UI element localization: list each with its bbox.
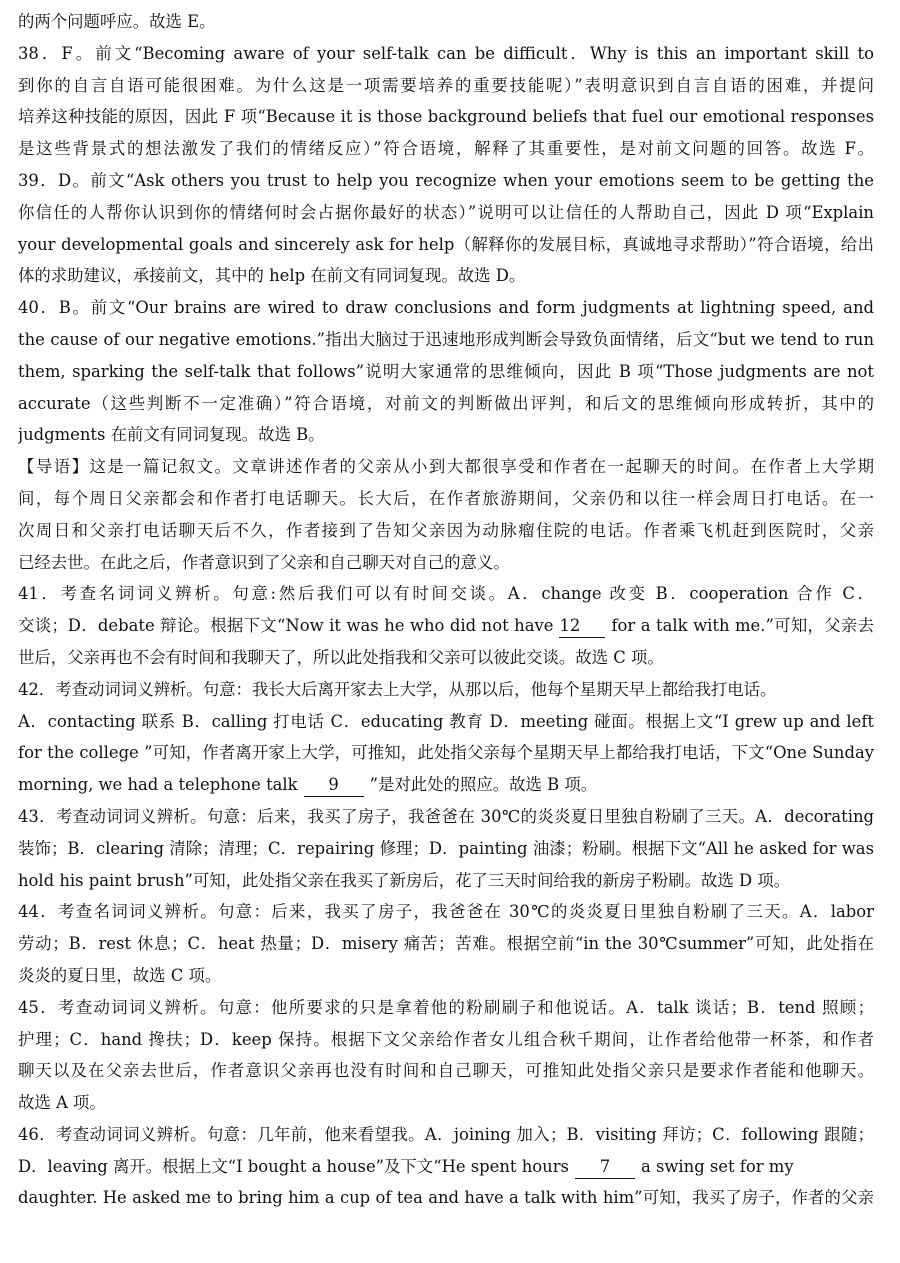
text-segment: 交谈；D．debate 辩论。根据下文“Now it was he who did not have bbox=[18, 616, 554, 636]
text-line: 44．考查名词词义辨析。句意：后来，我买了房子，我爸爸在 30℃的炎炎夏日里独自粉刷了三天。A．labor bbox=[18, 902, 874, 922]
text-line: your developmental goals and sincerely ask for help（解释你的发展目标，真诚地寻求帮助）”符合语境，给出 bbox=[18, 234, 874, 254]
text-line: 故选 A 项。 bbox=[18, 1093, 106, 1113]
text-line: A．contacting 联系 B．calling 打电话 C．educating 教育 D．meeting 碰面。根据上文“I grew up and left bbox=[18, 711, 874, 731]
text-line: them, sparking the self-talk that follows”说明大家通常的思维倾向，因此 B 项“Those judgments are not bbox=[18, 361, 874, 381]
blank-number: 7 bbox=[575, 1156, 635, 1179]
text-line: for the college ”可知，作者离开家上大学，可推知，此处指父亲每个星期天早上都给我打电话，下文“One Sunday bbox=[18, 743, 874, 763]
text-line: judgments 在前文有同词复现。故选 B。 bbox=[18, 425, 325, 445]
section-intro-line: 【导语】这是一篇记叙文。文章讲述作者的父亲从小到大都很享受和作者在一起聊天的时间。在作者上大学期 bbox=[18, 457, 874, 477]
text-segment: D．leaving 离开。根据上文“I bought a house”及下文“He spent hours bbox=[18, 1156, 569, 1176]
text-line: 46．考查动词词义辨析。句意：几年前，他来看望我。A．joining 加入；B．visiting 拜访；C．following 跟随； bbox=[18, 1124, 874, 1144]
text-segment: for a talk with me.”可知，父亲去 bbox=[611, 616, 874, 636]
text-line: 装饰；B．clearing 清除；清理；C．repairing 修理；D．painting 油漆；粉刷。根据下文“All he asked for was bbox=[18, 838, 874, 858]
text-line: 间，每个周日父亲都会和作者打电话聊天。长大后，在作者旅游期间，父亲仍和以往一样会周日打电话。在一 bbox=[18, 488, 874, 508]
text-line: 的两个问题呼应。故选 E。 bbox=[18, 12, 216, 31]
text-line: 体的求助建议，承接前文，其中的 help 在前文有同词复现。故选 D。 bbox=[18, 266, 526, 286]
text-line-with-blank bbox=[18, 1151, 874, 1183]
text-line: 是这些背景式的想法激发了我们的情绪反应）”符合语境，解释了其重要性，是对前文问题的回答。故选 F。 bbox=[18, 139, 874, 159]
text-line: daughter. He asked me to bring him a cup of tea and have a talk with him”可知，我买了房子，作者的父亲 bbox=[18, 1188, 874, 1208]
text-line: 已经去世。在此之后，作者意识到了父亲和自己聊天对自己的意义。 bbox=[18, 552, 510, 572]
text-line-with-blank bbox=[18, 769, 874, 801]
text-line: 护理；C．hand 搀扶；D．keep 保持。根据下文父亲给作者女儿组合秋千期间，让作者给他带一杯茶，和作者 bbox=[18, 1029, 874, 1049]
text-line: 39．D。前文“Ask others you trust to help you recognize when your emotions seem to be getting the bbox=[18, 170, 874, 190]
text-line: 聊天以及在父亲去世后，作者意识父亲再也没有时间和自己聊天，可推知此处指父亲只是要求作者能和他聊天。 bbox=[18, 1061, 874, 1081]
text-segment: a swing set for my bbox=[640, 1156, 794, 1176]
text-line-with-blank bbox=[18, 610, 874, 642]
text-line: 你信任的人帮你认识到你的情绪何时会占据你最好的状态）”说明可以让信任的人帮助自己，因此 D 项“Explain bbox=[18, 202, 874, 222]
text-line: 劳动；B．rest 休息；C．heat 热量；D．misery 痛苦；苦难。根据空前“in the 30℃summer”可知，此处指在 bbox=[18, 934, 874, 954]
text-line: accurate（这些判断不一定准确）”符合语境，对前文的判断做出评判，和后文的思维倾向形成转折，其中的 bbox=[18, 393, 874, 413]
text-line: 42．考查动词词义辨析。句意：我长大后离开家去上大学，从那以后，他每个星期天早上都给我打电话。 bbox=[18, 679, 777, 699]
text-line: hold his paint brush”可知，此处指父亲在我买了新房后，花了三天时间给我的新房子粉刷。故选 D 项。 bbox=[18, 870, 791, 890]
text-line: 到你的自言自语可能很困难。为什么这是一项需要培养的重要技能呢）”表明意识到自言自语的困难，并提问 bbox=[18, 75, 874, 95]
text-segment: ”是对此处的照应。故选 B 项。 bbox=[369, 775, 598, 795]
text-line: 40．B。前文“Our brains are wired to draw conclusions and form judgments at lightning speed, and bbox=[18, 298, 874, 318]
text-line: 45．考查动词词义辨析。句意：他所要求的只是拿着他的粉刷刷子和他说话。A．talk 谈话；B．tend 照顾； bbox=[18, 997, 874, 1017]
blank-number: 9 bbox=[304, 774, 364, 797]
text-line: the cause of our negative emotions.”指出大脑过于迅速地形成判断会导致负面情绪，后文“but we tend to run bbox=[18, 329, 874, 349]
text-segment: morning, we had a telephone talk bbox=[18, 775, 298, 795]
text-line: 世后，父亲再也不会有时间和我聊天了，所以此处指我和父亲可以彼此交谈。故选 C 项。 bbox=[18, 647, 664, 667]
blank-number: 12 bbox=[559, 615, 605, 638]
text-line: 次周日和父亲打电话聊天后不久，作者接到了告知父亲因为动脉瘤住院的电话。作者乘飞机赶到医院时，父亲 bbox=[18, 520, 874, 540]
text-line: 炎炎的夏日里，故选 C 项。 bbox=[18, 965, 222, 985]
text-line: 38．F。前文“Becoming aware of your self-talk can be difficult．Why is this an important skill to bbox=[18, 43, 874, 63]
text-line: 培养这种技能的原因，因此 F 项“Because it is those background beliefs that fuel our emotional responses bbox=[18, 107, 874, 127]
text-line: 43．考查动词词义辨析。句意：后来，我买了房子，我爸爸在 30℃的炎炎夏日里独自粉刷了三天。A．decorating bbox=[18, 806, 874, 826]
text-line: 41．考查名词词义辨析。句意:然后我们可以有时间交谈。A．change 改变 B．cooperation 合作 C． bbox=[18, 584, 874, 604]
